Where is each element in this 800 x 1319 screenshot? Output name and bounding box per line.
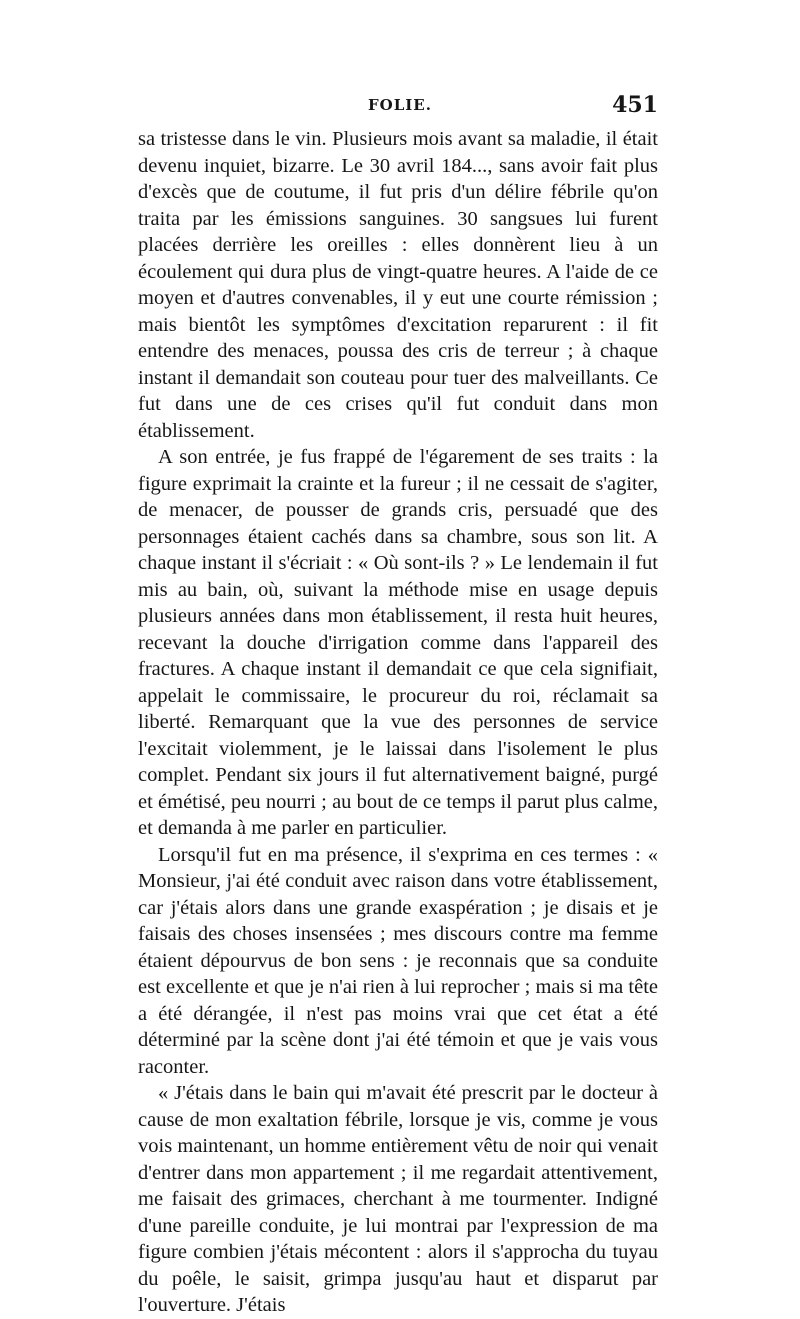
running-title: FOLIE. <box>368 96 432 114</box>
paragraph: « J'étais dans le bain qui m'avait été prescrit par le docteur à cause de mon exaltation fébrile, lorsque je vis, comme je vous vois maintenant, un homme entièrement vêtu de noir qui venait d'entrer dans mon appartement ; il me regardait attentivement, me faisait des grimaces, cherchant à me tourmenter. Indigné d'une pareille conduite, je lui montrai par l'expression de ma figure combien j'étais mécontent : alors il s'approcha du tuyau du poêle, le saisit, grimpa jusqu'au haut et disparut par l'ouverture. J'étais <box>138 1082 658 1316</box>
paragraph-continued: sa tristesse dans le vin. Plusieurs mois avant sa maladie, il était devenu inquiet, bizarre. Le 30 avril 184..., sans avoir fait plus d'excès que de coutume, il fut pris d'un délire fébrile qu'on traita par les émissions sanguines. 30 sangsues lui furent placées derrière les oreilles : elles donnèrent lieu à un écoulement qui dura plus de vingt-quatre heures. A l'aide de ce moyen et d'autres convenables, il y eut une courte rémission ; mais bientôt les symptômes d'excitation reparurent : il fit entendre des menaces, poussa des cris de terreur ; à chaque instant il demandait son couteau pour tuer des malveillants. Ce fut dans une de ces crises qu'il fut conduit dans mon établissement. <box>138 128 658 442</box>
body-text <box>138 126 658 1319</box>
page-number: 451 <box>612 92 658 118</box>
running-head <box>138 92 658 120</box>
paragraph: Lorsqu'il fut en ma présence, il s'exprima en ces termes : « Monsieur, j'ai été conduit avec raison dans votre établissement, car j'étais alors dans une grande exaspération ; je disais et je faisais des choses insensées ; mes discours contre ma femme étaient dépourvus de bon sens : je reconnais que sa conduite est excellente et que je n'ai rien à lui reprocher ; mais si ma tête a été dérangée, il n'est pas moins vrai que cet état a été déterminé par la scène dont j'ai été témoin et que je vais vous raconter. <box>138 843 658 1078</box>
paragraph: A son entrée, je fus frappé de l'égarement de ses traits : la figure exprimait la crainte et la fureur ; il ne cessait de s'agiter, de menacer, de pousser de grands cris, persuadé que des personnages étaient cachés dans sa chambre, sous son lit. A chaque instant il s'écriait : « Où sont-ils ? » Le lendemain il fut mis au bain, où, suivant la méthode mise en usage depuis plusieurs années dans mon établissement, il resta huit heures, recevant la douche d'irrigation comme dans l'appareil des fractures. A chaque instant il demandait ce que cela signifiait, appelait le commissaire, le procureur du roi, réclamait sa liberté. Remarquant que la vue des personnes de service l'excitait violemment, je le laissai dans l'isolement le plus complet. Pendant six jours il fut alternativement baigné, purgé et émétisé, peu nourri ; au bout de ce temps il parut plus calme, et demanda à me parler en particulier. <box>138 446 658 839</box>
